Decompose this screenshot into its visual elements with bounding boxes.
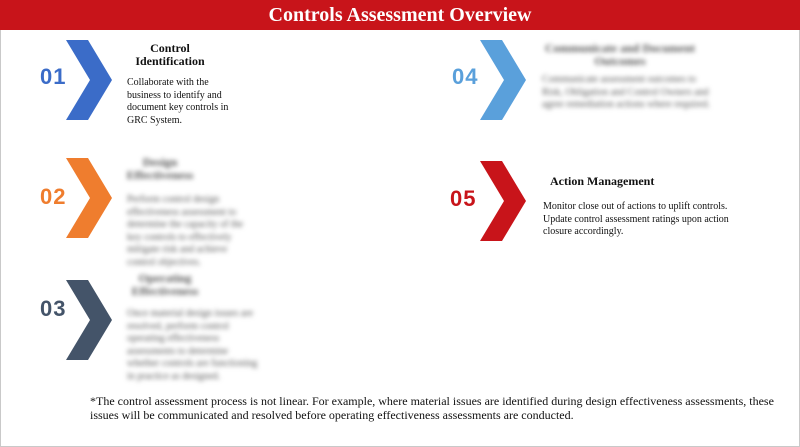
page-title: Controls Assessment Overview [0, 0, 800, 30]
step-description: Monitor close out of actions to uplift controls. Update control assessment ratings upon action closure accordingly. [543, 201, 729, 237]
chevron-icon [66, 40, 112, 120]
step-description: Perform control design effectiveness assessment to determine the capacity of the key controls to effectively mitigate risk and achieve control objectives. [127, 194, 244, 268]
chevron-icon [66, 280, 112, 360]
step-description: Once material design issues are resolved, perform control operating effectiveness assessments to determine whether controls are functioning in practice as designed. [127, 308, 258, 382]
step-number: 01 [40, 64, 67, 89]
step-heading: Communicate and Document Outcomes [545, 41, 695, 68]
step-heading: Design Effectiveness [126, 155, 194, 182]
chevron-icon [480, 161, 526, 241]
step-number: 05 [450, 186, 477, 211]
step-number: 04 [452, 64, 479, 89]
step-description: Communicate assessment outcomes to Risk, Obligation and Control Owners and agree remediation actions where required. [542, 74, 710, 110]
step-number: 02 [40, 184, 67, 209]
footnote: *The control assessment process is not linear. For example, where material issues are identified during design effectiveness assessments, these issues will be communicated and resolved before operating effectiveness assessments are conducted. [90, 394, 774, 422]
chevron-icon [480, 40, 526, 120]
step-heading: Action Management [550, 174, 655, 188]
chevron-icon [66, 158, 112, 238]
step-description: Collaborate with the business to identify and document key controls in GRC System. [127, 77, 229, 126]
step-heading: Operating Effectiveness [131, 271, 199, 298]
step-heading: Control Identification [135, 41, 205, 68]
step-number: 03 [40, 296, 67, 321]
